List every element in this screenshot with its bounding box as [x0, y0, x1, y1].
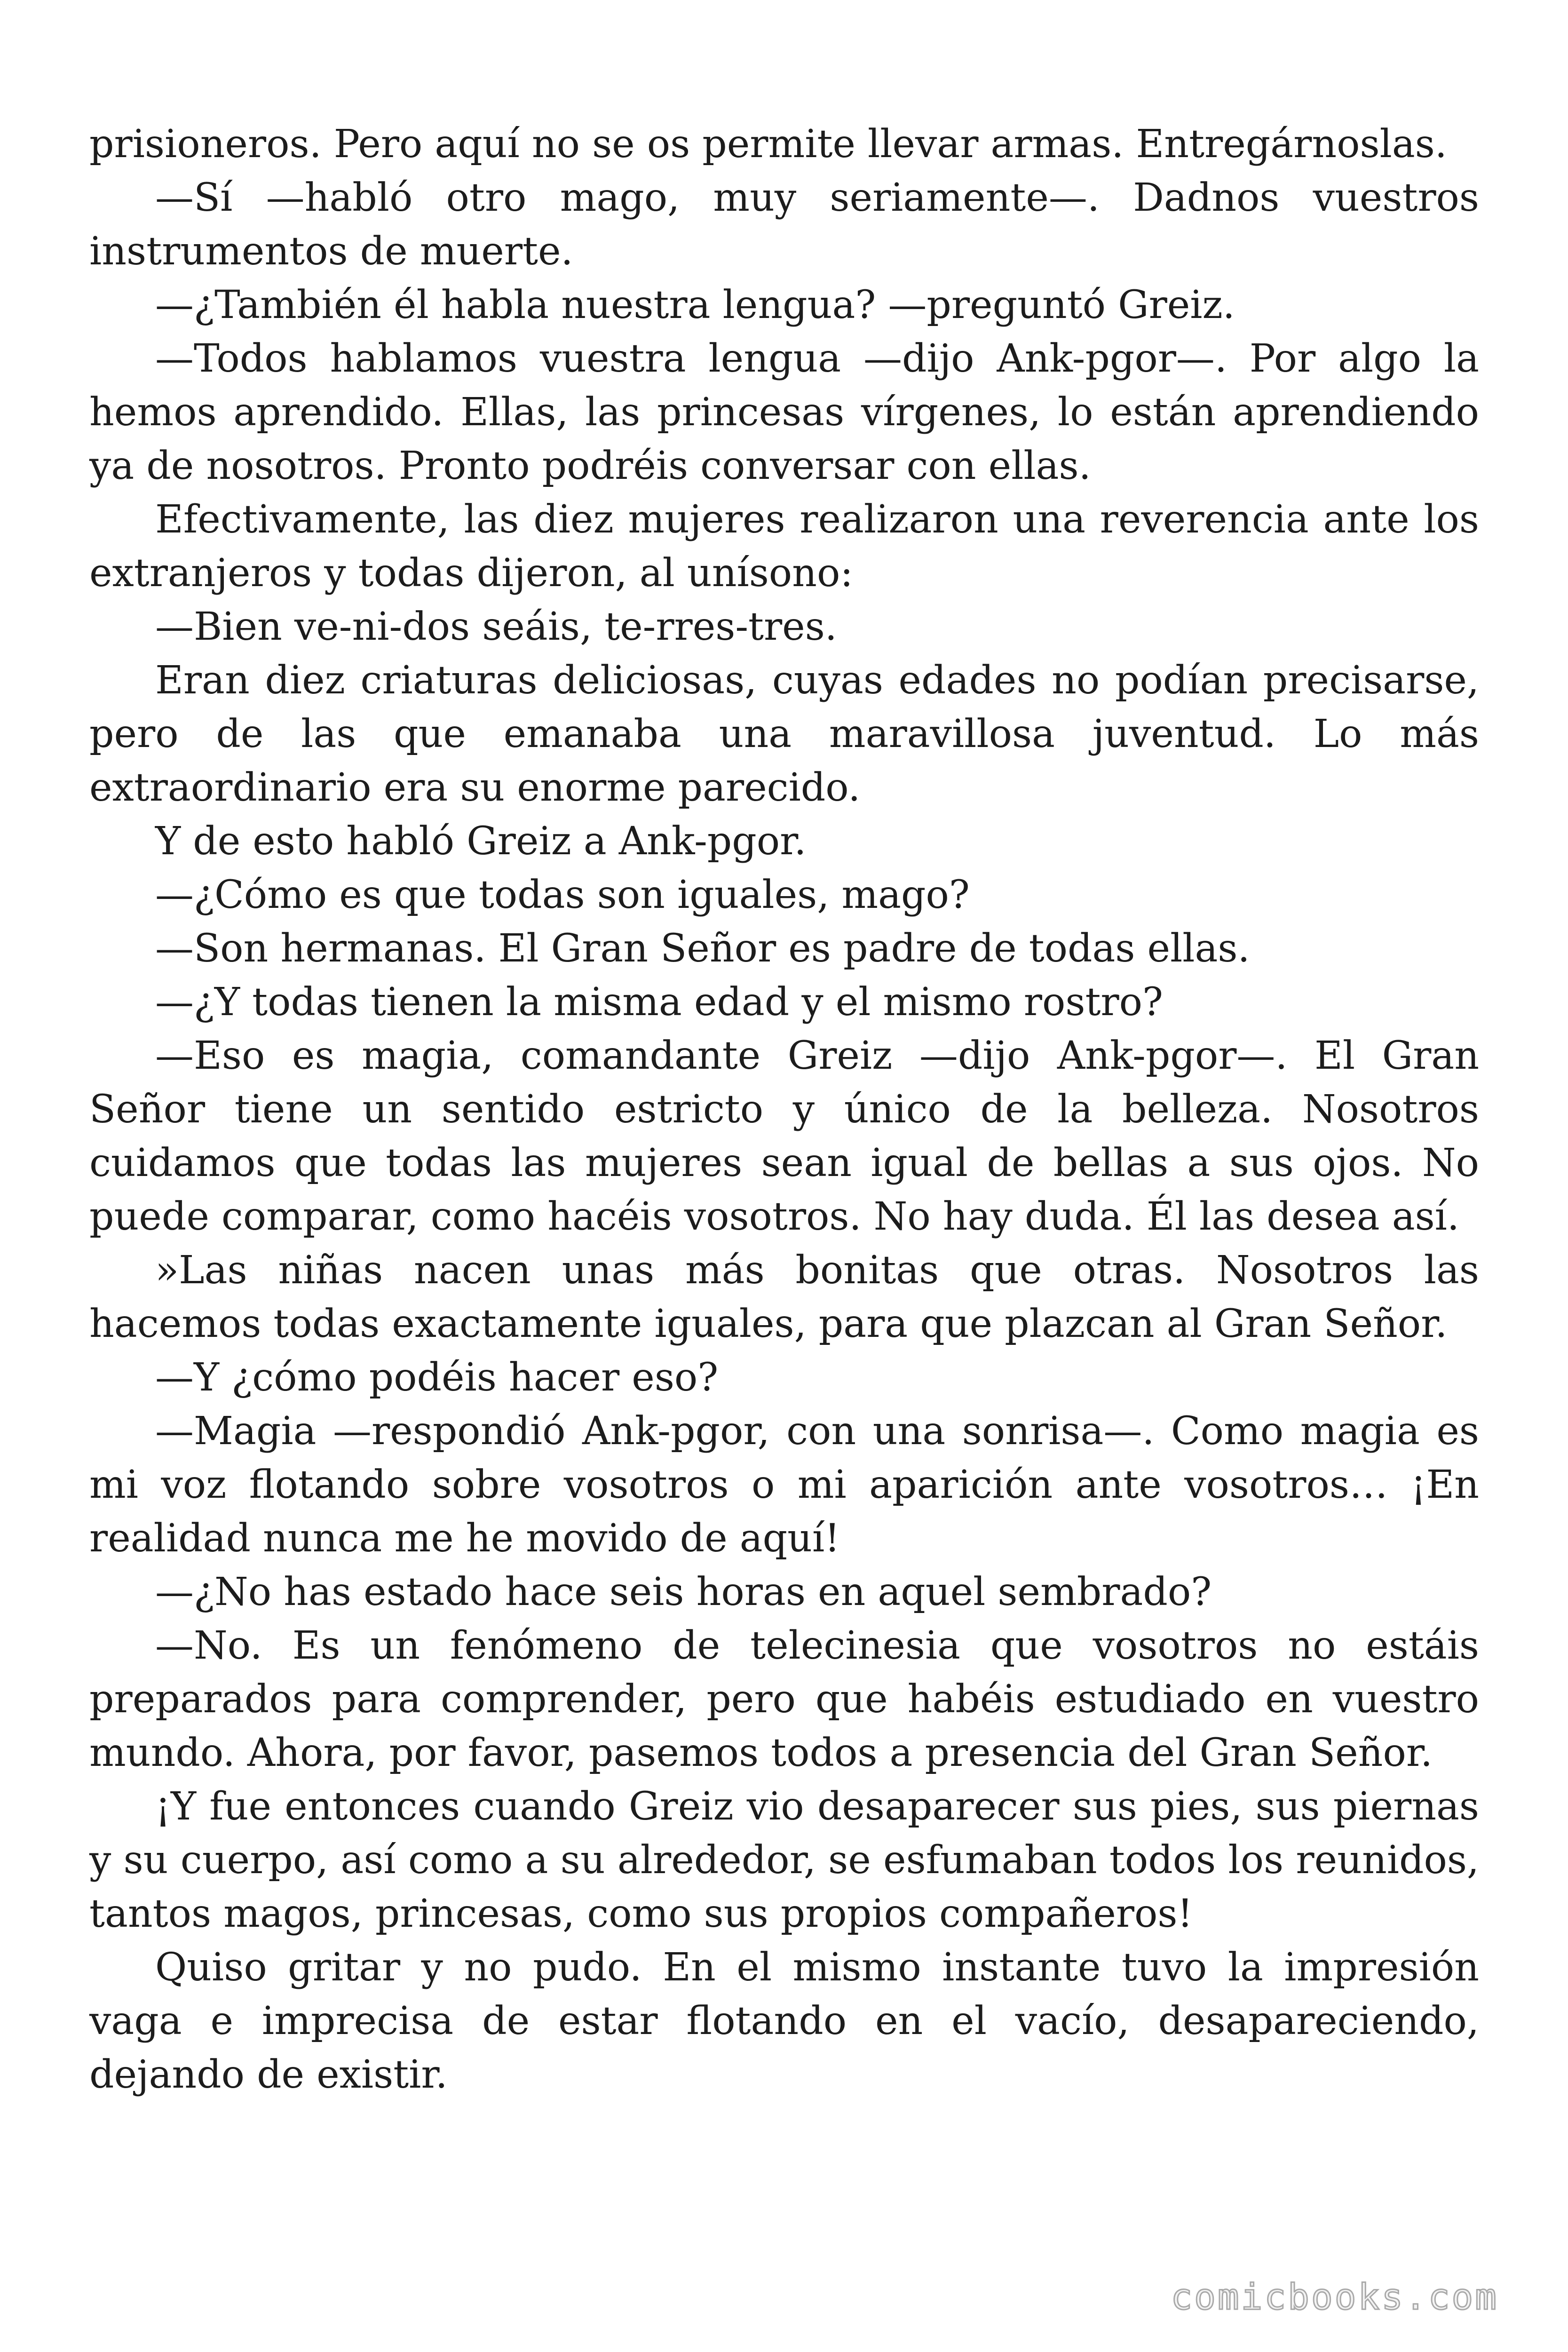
- paragraph: —Magia —respondió Ank-pgor, con una sonrisa—. Como magia es mi voz flotando sobre vosotros o mi aparición ante vosotros… ¡En realidad nunca me he movido de aquí!: [89, 1409, 1479, 1561]
- paragraph: Efectivamente, las diez mujeres realizaron una reverencia ante los extranjeros y todas dijeron, al unísono:: [89, 497, 1479, 596]
- paragraph: —Sí —habló otro mago, muy seriamente—. Dadnos vuestros instrumentos de muerte.: [89, 175, 1479, 274]
- paragraph: prisioneros. Pero aquí no se os permite llevar armas. Entregárnoslas.: [89, 122, 1447, 167]
- paragraph: »Las niñas nacen unas más bonitas que otras. Nosotros las hacemos todas exactamente iguales, para que plazcan al Gran Señor.: [89, 1248, 1479, 1346]
- paragraph: Eran diez criaturas deliciosas, cuyas edades no podían precisarse, pero de las que emanaba una maravillosa juventud. Lo más extraordinario era su enorme parecido.: [89, 658, 1479, 810]
- paragraph: —Son hermanas. El Gran Señor es padre de todas ellas.: [155, 926, 1250, 971]
- paragraph: ¡Y fue entonces cuando Greiz vio desaparecer sus pies, sus piernas y su cuerpo, así como a su alrededor, se esfumaban todos los reunidos, tantos magos, princesas, como sus propios compañeros!: [89, 1784, 1479, 1936]
- watermark: comicbooks.com: [1171, 2276, 1498, 2318]
- body-text: [89, 118, 1479, 2102]
- paragraph: —Y ¿cómo podéis hacer eso?: [155, 1355, 719, 1400]
- paragraph: —Todos hablamos vuestra lengua —dijo Ank-pgor—. Por algo la hemos aprendido. Ellas, las princesas vírgenes, lo están aprendiendo ya de nosotros. Pronto podréis conversar con ellas.: [89, 336, 1479, 488]
- paragraph: —Bien ve-ni-dos seáis, te-rres-tres.: [155, 604, 837, 649]
- paragraph: Quiso gritar y no pudo. En el mismo instante tuvo la impresión vaga e imprecisa de estar flotando en el vacío, desapareciendo, dejando de existir.: [89, 1945, 1479, 2097]
- paragraph: —No. Es un fenómeno de telecinesia que vosotros no estáis preparados para comprender, pero que habéis estudiado en vuestro mundo. Ahora, por favor, pasemos todos a presencia del Gran Señor.: [89, 1623, 1479, 1775]
- paragraph: Y de esto habló Greiz a Ank-pgor.: [155, 819, 807, 864]
- paragraph: —¿Y todas tienen la misma edad y el mismo rostro?: [155, 980, 1163, 1025]
- paragraph: —¿No has estado hace seis horas en aquel sembrado?: [155, 1570, 1212, 1614]
- paragraph: —¿También él habla nuestra lengua? —preguntó Greiz.: [155, 283, 1235, 327]
- paragraph: —¿Cómo es que todas son iguales, mago?: [155, 873, 970, 917]
- paragraph: —Eso es magia, comandante Greiz —dijo Ank-pgor—. El Gran Señor tiene un sentido estricto y único de la belleza. Nosotros cuidamos que todas las mujeres sean igual de bellas a sus ojos. No puede comparar, como hacéis vosotros. No hay duda. Él las desea así.: [89, 1033, 1479, 1239]
